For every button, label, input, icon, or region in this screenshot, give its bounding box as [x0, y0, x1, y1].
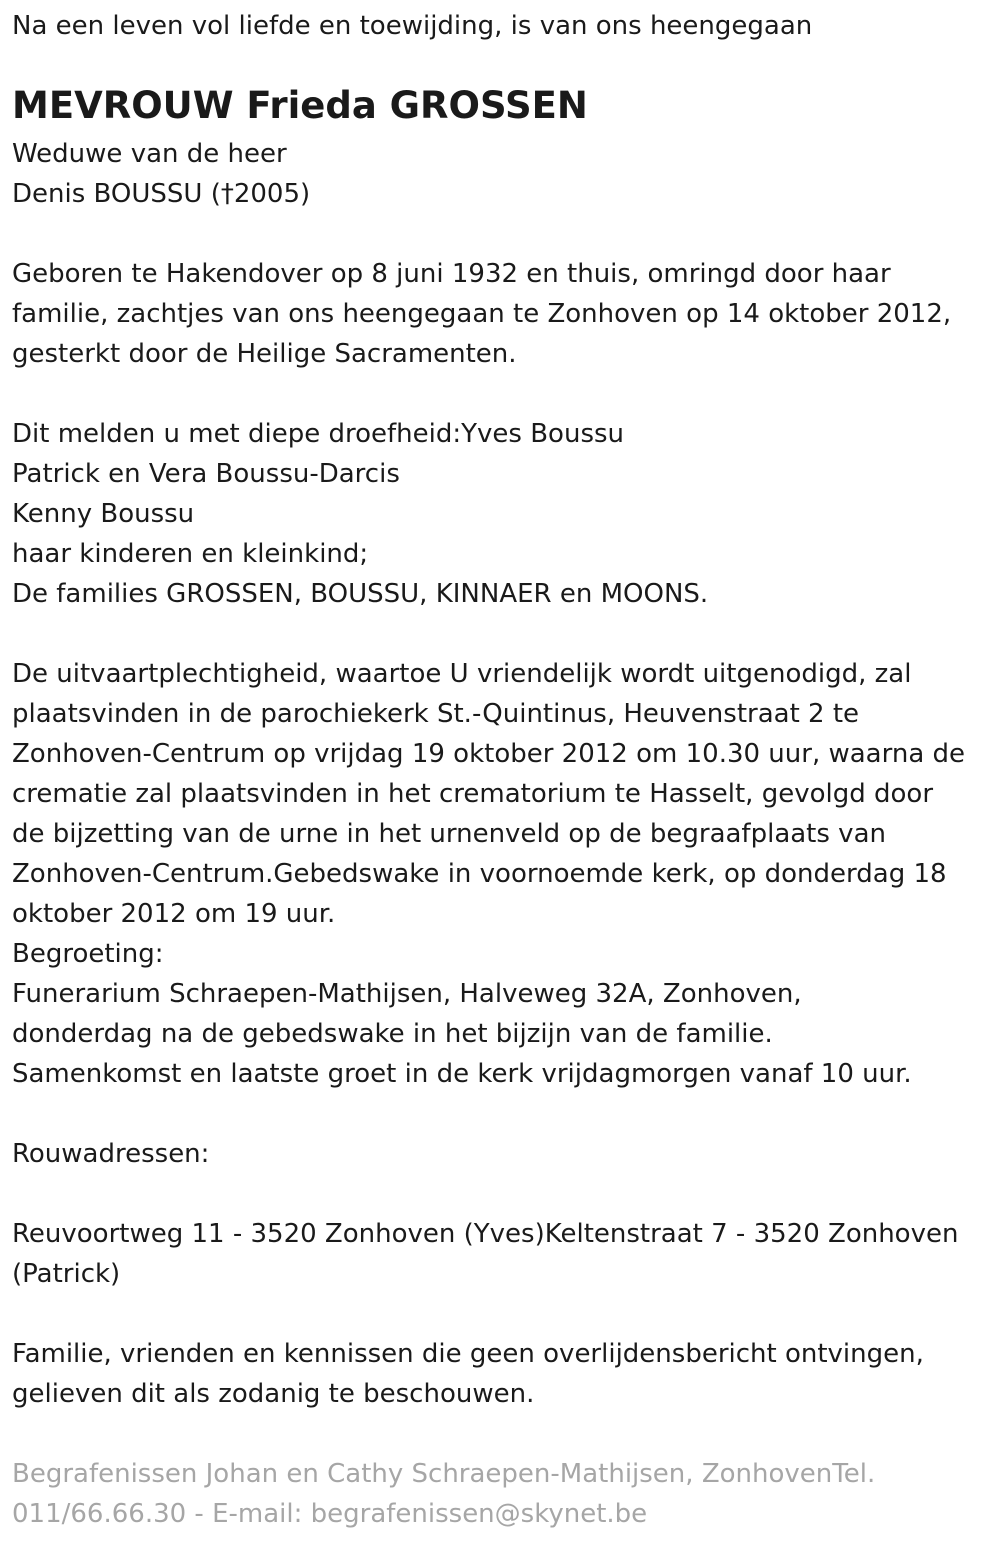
- address-line: Reuvoortweg 11 - 3520 Zonhoven (Yves)Keltenstraat 7 - 3520 Zonhoven: [12, 1219, 959, 1249]
- address-line: (Patrick): [12, 1259, 121, 1289]
- birth-death-line: familie, zachtjes van ons heengegaan te Zonhoven op 14 oktober 2012,: [12, 299, 952, 329]
- ceremony-line: crematie zal plaatsvinden in het crematorium te Hasselt, gevolgd door: [12, 779, 934, 809]
- deceased-name: MEVROUW Frieda GROSSEN: [12, 84, 588, 127]
- funeral-home-footer: [12, 1454, 875, 1534]
- ceremony-line: oktober 2012 om 19 uur.: [12, 899, 336, 929]
- addresses-heading: Rouwadressen:: [12, 1139, 210, 1169]
- birth-death-block: [12, 254, 951, 374]
- ceremony-line: plaatsvinden in de parochiekerk St.-Quintinus, Heuvenstraat 2 te: [12, 699, 860, 729]
- notice-line: gelieven dit als zodanig te beschouwen.: [12, 1379, 535, 1409]
- ceremony-line: donderdag na de gebedswake in het bijzijn van de familie.: [12, 1019, 773, 1049]
- ceremony-line: Funerarium Schraepen-Mathijsen, Halveweg 32A, Zonhoven,: [12, 979, 802, 1009]
- family-line: Kenny Boussu: [12, 499, 195, 529]
- birth-death-line: gesterkt door de Heilige Sacramenten.: [12, 339, 517, 369]
- ceremony-block: [12, 654, 965, 1094]
- family-line: Dit melden u met diepe droefheid:Yves Boussu: [12, 419, 625, 449]
- family-line: Patrick en Vera Boussu-Darcis: [12, 459, 400, 489]
- addresses-heading-block: [12, 1134, 209, 1174]
- spouse-line: Weduwe van de heer: [12, 139, 287, 169]
- notice-block: [12, 1334, 924, 1414]
- ceremony-line: Zonhoven-Centrum.Gebedswake in voornoemde kerk, op donderdag 18: [12, 859, 947, 889]
- spouse-block: [12, 134, 310, 214]
- ceremony-line: Samenkomst en laatste groet in de kerk vrijdagmorgen vanaf 10 uur.: [12, 1059, 912, 1089]
- ceremony-line: de bijzetting van de urne in het urnenveld op de begraafplaats van: [12, 819, 886, 849]
- notice-line: Familie, vrienden en kennissen die geen overlijdensbericht ontvingen,: [12, 1339, 924, 1369]
- family-line: haar kinderen en kleinkind;: [12, 539, 369, 569]
- addresses-block: [12, 1214, 958, 1294]
- ceremony-line: Zonhoven-Centrum op vrijdag 19 oktober 2012 om 10.30 uur, waarna de: [12, 739, 966, 769]
- intro-text: Na een leven vol liefde en toewijding, is van ons heengegaan: [12, 11, 813, 41]
- spouse-line: Denis BOUSSU (†2005): [12, 179, 311, 209]
- family-block: [12, 414, 708, 614]
- footer-line: 011/66.66.30 - E-mail: begrafenissen@skynet.be: [12, 1499, 648, 1529]
- footer-line: Begrafenissen Johan en Cathy Schraepen-Mathijsen, ZonhovenTel.: [12, 1459, 876, 1489]
- birth-death-line: Geboren te Hakendover op 8 juni 1932 en thuis, omringd door haar: [12, 259, 891, 289]
- family-line: De families GROSSEN, BOUSSU, KINNAER en MOONS.: [12, 579, 709, 609]
- ceremony-line: Begroeting:: [12, 939, 164, 969]
- ceremony-line: De uitvaartplechtigheid, waartoe U vriendelijk wordt uitgenodigd, zal: [12, 659, 912, 689]
